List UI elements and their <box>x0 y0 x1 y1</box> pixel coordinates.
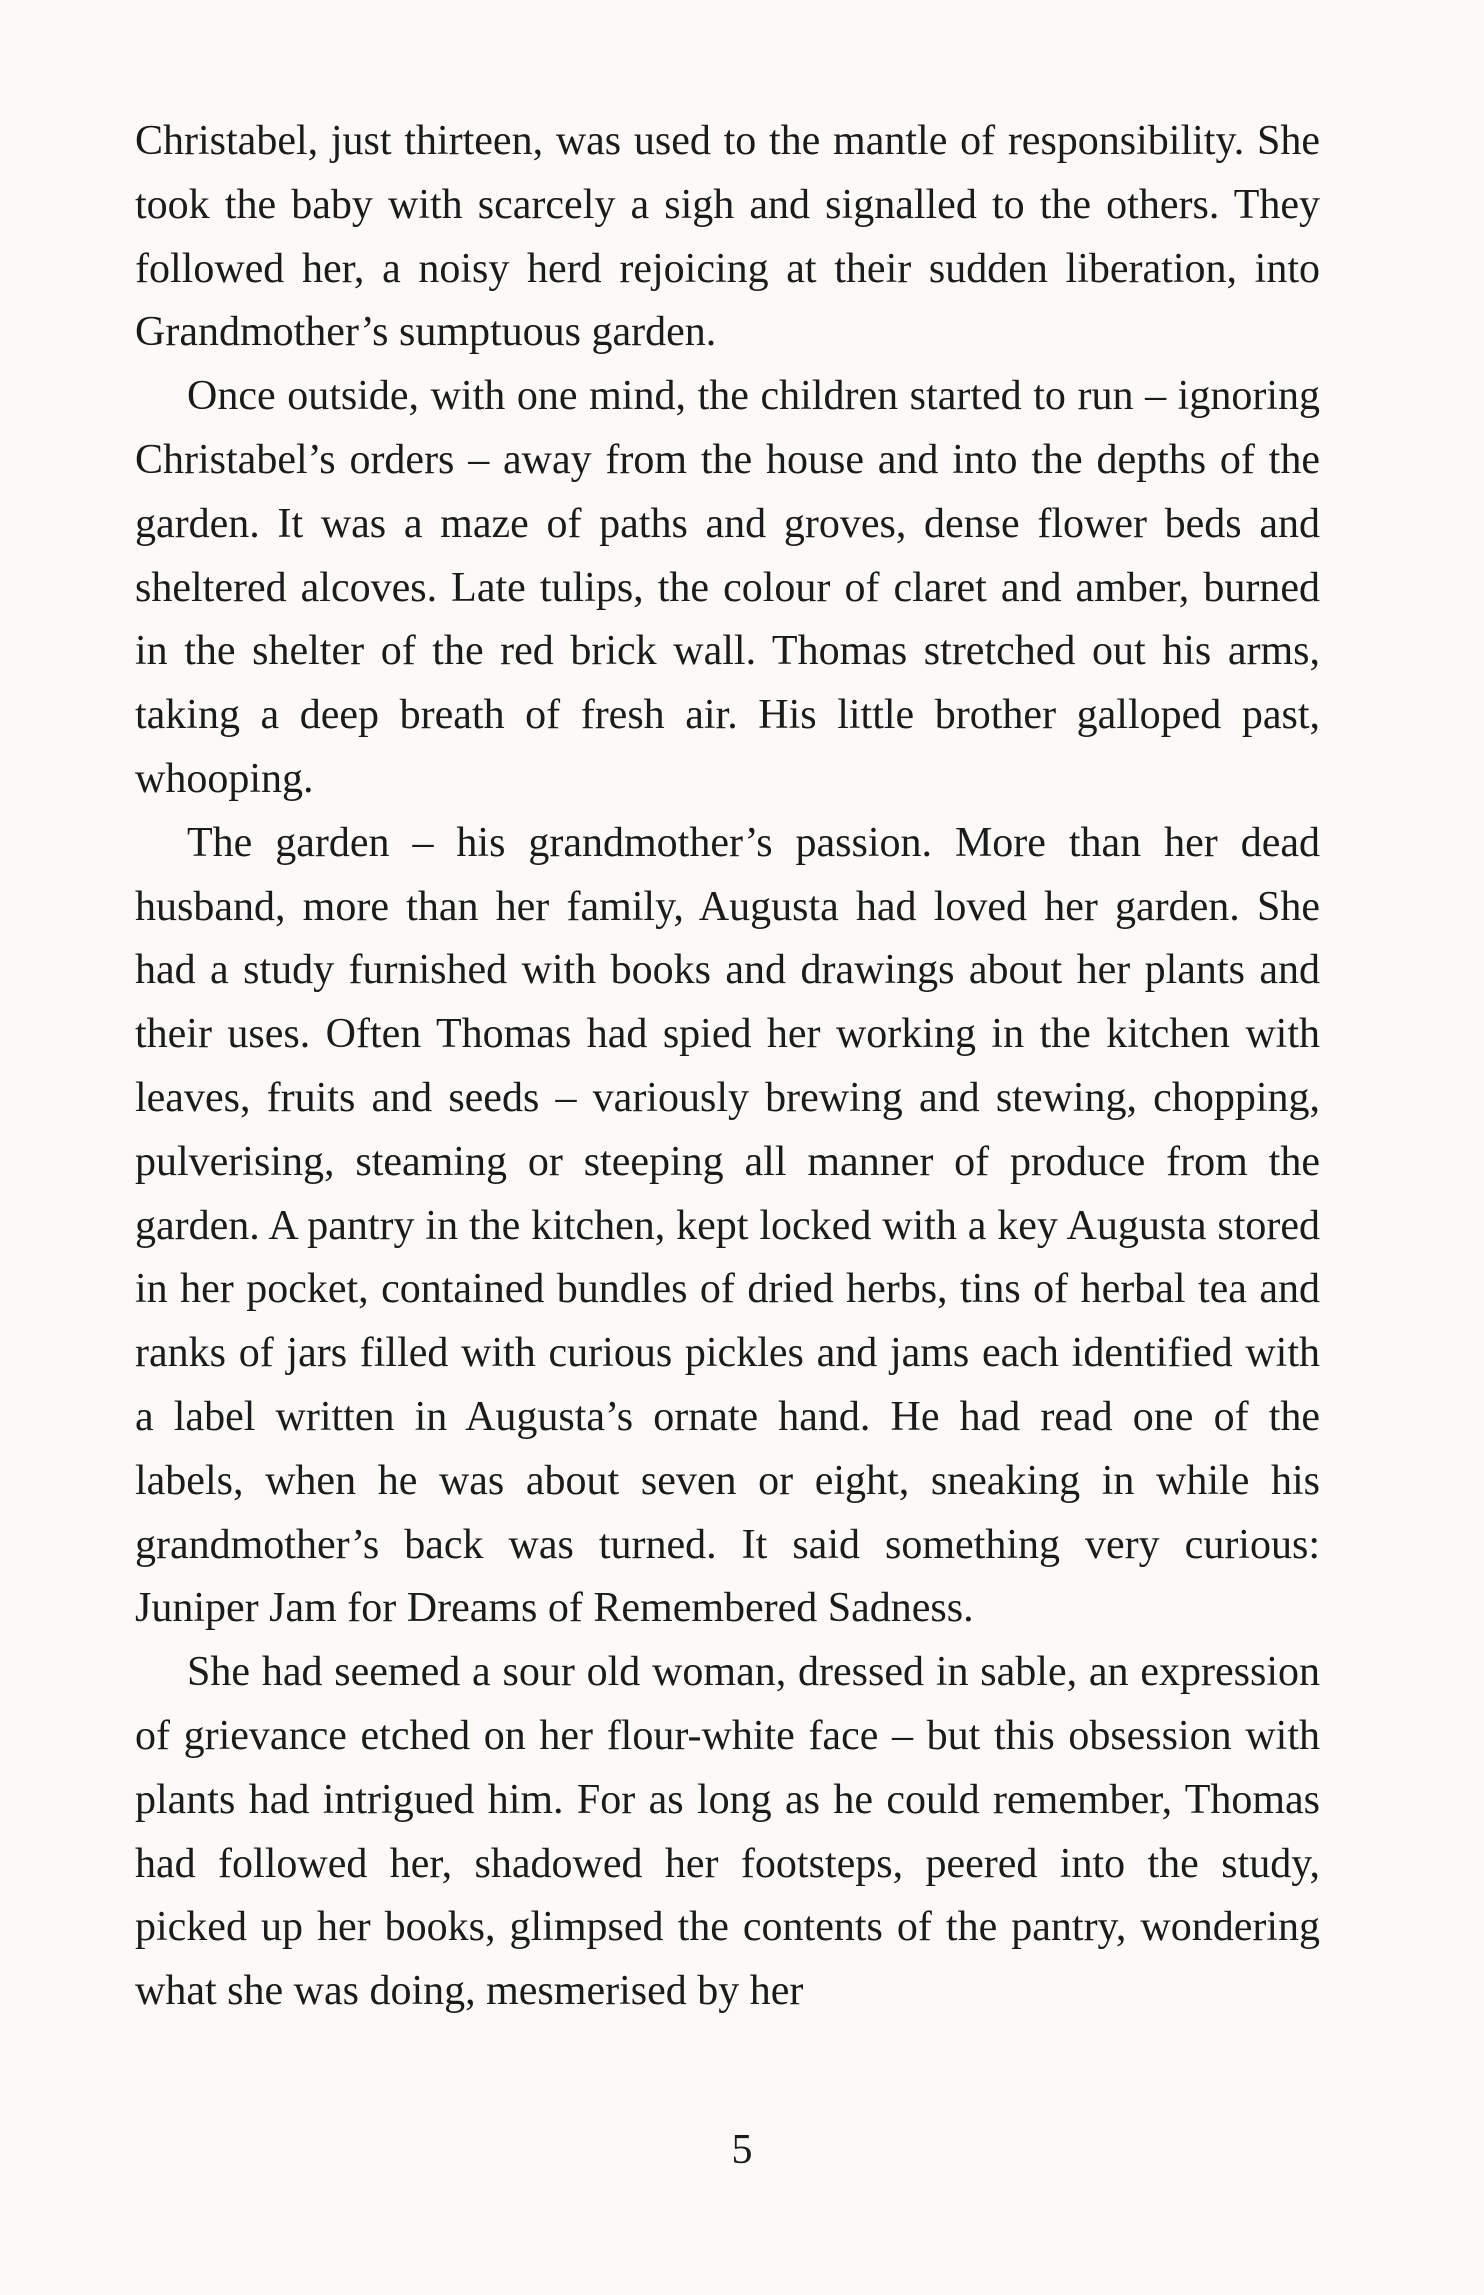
paragraph-3: The garden – his grandmother’s passion. More than her dead husband, more than her family, Augusta had loved her garden. She had a study furnished with books and drawings about her plants and their uses. Often Thomas had spied her working in the kitchen with leaves, fruits and seeds – variously brewing and stewing, chopping, pulverising, steaming or steeping all manner of produce from the garden. A pantry in the kitchen, kept locked with a key Augusta stored in her pocket, contained bundles of dried herbs, tins of herbal tea and ranks of jars filled with curious pickles and jams each identified with a label written in Augusta’s ornate hand. He had read one of the labels, when he was about seven or eight, sneaking in while his grandmother’s back was turned. It said something very curious: Juniper Jam for Dreams of Remembered Sadness. <box>135 819 1320 1632</box>
body-text <box>135 110 1320 2024</box>
paragraph-1: Christabel, just thirteen, was used to the mantle of responsibility. She took the baby with scarcely a sigh and signalled to the others. They followed her, a noisy herd rejoicing at their sudden liberation, into Grandmother’s sumptuous garden. <box>135 118 1320 356</box>
paragraph-2: Once outside, with one mind, the children started to run – ignoring Christabel’s orders – away from the house and into the depths of the garden. It was a maze of paths and groves, dense flower beds and sheltered alcoves. Late tulips, the colour of claret and amber, burned in the shelter of the red brick wall. Thomas stretched out his arms, taking a deep breath of fresh air. His little brother galloped past, whooping. <box>135 373 1320 802</box>
page-number: 5 <box>731 2127 753 2173</box>
paragraph-4: She had seemed a sour old woman, dressed in sable, an expression of grievance etched on her flour-white face – but this obsession with plants had intrigued him. For as long as he could remember, Thomas had followed her, shadowed her footsteps, peered into the study, picked up her books, glimpsed the contents of the pantry, wondering what she was doing, mesmerised by her <box>135 1649 1320 2015</box>
